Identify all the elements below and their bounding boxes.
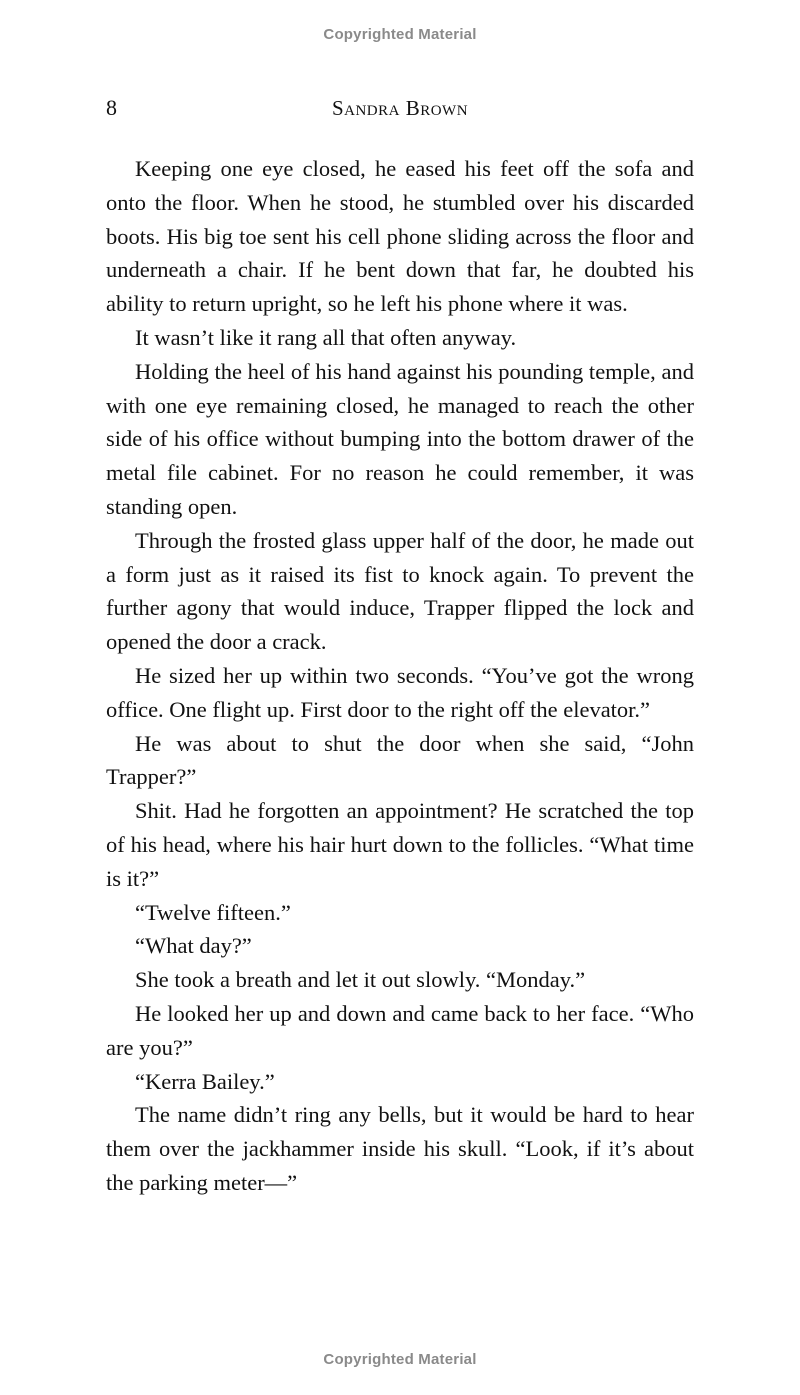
body-text (106, 152, 694, 1200)
paragraph: “Twelve fifteen.” (135, 899, 291, 925)
paragraph: He sized her up within two seconds. “You’ve got the wrong office. One flight up. First door to the right off the elevator.” (106, 662, 694, 722)
paragraph: “What day?” (135, 933, 252, 959)
paragraph: Shit. Had he forgotten an appointment? He scratched the top of his head, where his hair hurt down to the follicles. “What time is it?” (106, 798, 694, 891)
paragraph: He was about to shut the door when she said, “John Trapper?” (106, 730, 694, 790)
paragraph: Through the frosted glass upper half of the door, he made out a form just as it raised its fist to knock again. To prevent the further agony that would induce, Trapper flipped the lock and opened the door a crack. (106, 527, 694, 655)
author-name: Sandra Brown (331, 96, 469, 120)
running-head (106, 95, 694, 123)
copyright-watermark-bottom: Copyrighted Material (323, 1351, 477, 1368)
paragraph: Keeping one eye closed, he eased his feet off the sofa and onto the floor. When he stood, he stumbled over his discarded boots. His big toe sent his cell phone sliding across the floor and underneath a chair. If he bent down that far, he doubted his ability to return upright, so he left his phone where it was. (106, 156, 694, 317)
paragraph: It wasn’t like it rang all that often anyway. (135, 324, 517, 350)
paragraph: The name didn’t ring any bells, but it would be hard to hear them over the jackhammer inside his skull. “Look, if it’s about the parking meter—” (106, 1102, 694, 1195)
page-number: 8 (106, 95, 117, 120)
paragraph: She took a breath and let it out slowly. “Monday.” (135, 967, 586, 993)
paragraph: Holding the heel of his hand against his pounding temple, and with one eye remaining closed, he managed to reach the other side of his office without bumping into the bottom drawer of the metal file cabinet. For no reason he could remember, it was standing open. (106, 358, 694, 519)
paragraph: “Kerra Bailey.” (135, 1068, 275, 1094)
paragraph: He looked her up and down and came back to her face. “Who are you?” (106, 1000, 694, 1060)
copyright-watermark-top: Copyrighted Material (323, 26, 477, 43)
